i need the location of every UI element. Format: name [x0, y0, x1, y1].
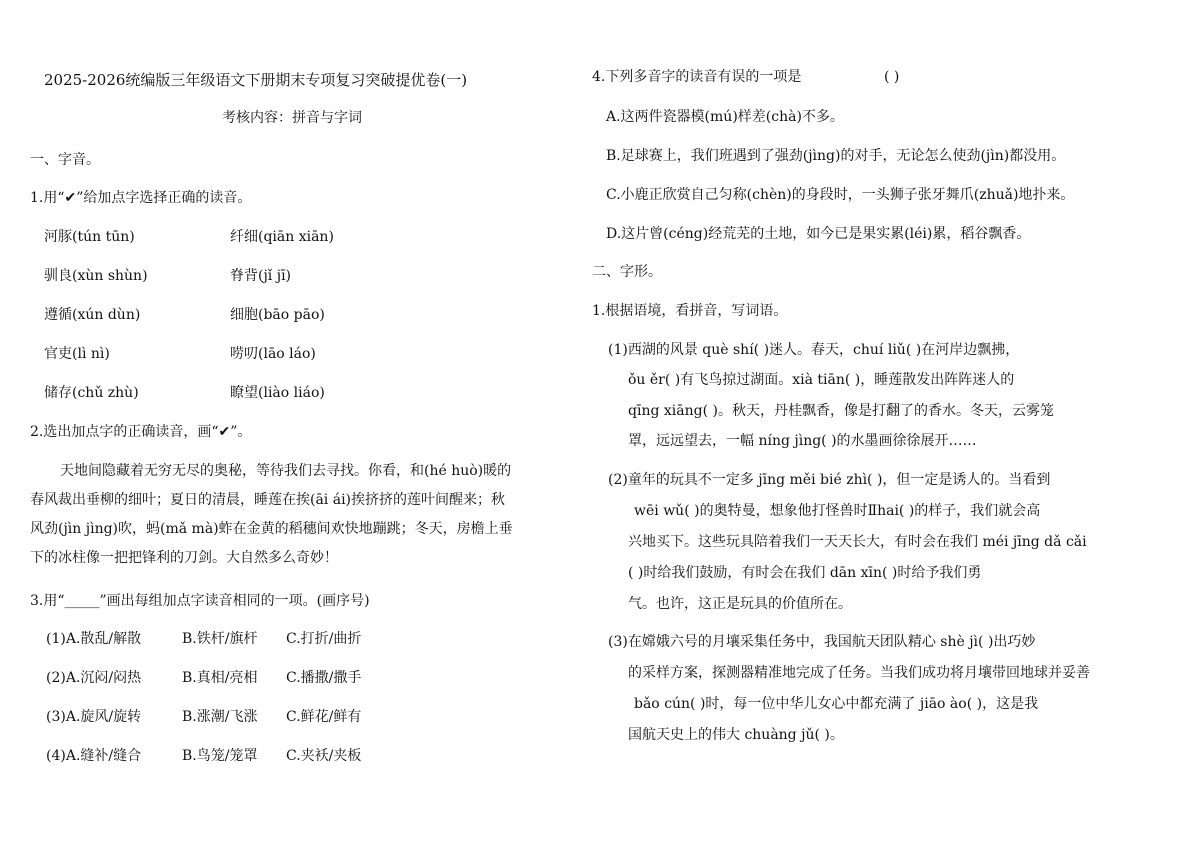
- q1-item: 纤细(qiān xiān): [230, 229, 334, 245]
- q2-line: 风劲(jìn jìng)吹，蚂(mǎ mà)蚱在金黄的稻穗间欢快地蹦跳；冬天，房檐上垂: [30, 521, 513, 537]
- q3-option: (1)A.散乱/解散: [46, 631, 142, 647]
- q3-option: B.涨潮/飞涨: [182, 709, 258, 725]
- q1-item: 瞭望(liào liáo): [230, 385, 325, 401]
- q4-option: C.小鹿正欣赏自己匀称(chèn)的身段时，一头狮子张牙舞爪(zhuǎ)地扑来。: [606, 187, 1075, 203]
- q3-option: (3)A.旋风/旋转: [46, 709, 142, 725]
- s2-q1-prompt: 1.根据语境，看拼音，写词语。: [592, 303, 788, 319]
- q3-option: (4)A.缝补/缝合: [46, 748, 142, 764]
- section2-heading: 二、字形。: [592, 264, 662, 280]
- q4-option: B.足球赛上，我们班遇到了强劲(jìng)的对手，无论怎么使劲(jìn)都没用。: [606, 148, 1066, 164]
- s2-p1-line: ǒu ěr( )有飞鸟掠过湖面。xià tiān( )，睡莲散发出阵阵迷人的: [628, 372, 1015, 388]
- q3-option: (2)A.沉闷/闷热: [46, 670, 142, 686]
- s2-p2-line: (2)童年的玩具不一定多 jīng měi bié zhì( )，但一定是诱人的。当看到: [608, 472, 1051, 488]
- q1-item: 细胞(bāo pāo): [230, 307, 325, 323]
- q1-item: 储存(chǔ zhù): [44, 385, 139, 401]
- q3-option: B.鸟笼/笼罩: [182, 748, 258, 764]
- q2-line: 春风裁出垂柳的细叶；夏日的清晨，睡莲在挨(āi ái)挨挤挤的莲叶间醒来；秋: [30, 492, 506, 508]
- q2-line: 下的冰柱像一把把锋利的刀剑。大自然多么奇妙！: [30, 550, 338, 566]
- q1-item: 脊背(jǐ jī): [230, 268, 292, 284]
- q2-line: 天地间隐藏着无穷无尽的奥秘，等待我们去寻找。你看，和(hé huò)暖的: [60, 463, 512, 479]
- q3-option: B.真相/亮相: [182, 670, 258, 686]
- q1-item: 驯良(xùn shùn): [44, 268, 148, 284]
- s2-p3-line: 的采样方案，探测器精准地完成了任务。当我们成功将月壤带回地球并妥善: [628, 665, 1090, 681]
- s2-p3-line: 国航天史上的伟大 chuàng jǔ( )。: [628, 727, 844, 743]
- q1-item: 河豚(tún tūn): [44, 229, 135, 245]
- q1-item: 遵循(xún dùn): [44, 307, 141, 323]
- q3-option: C.打折/曲折: [286, 631, 362, 647]
- page-subtitle: 考核内容：拼音与字词: [222, 110, 362, 126]
- q2-prompt: 2.选出加点字的正确读音，画“✔”。: [30, 424, 252, 440]
- q3-option: C.夹袄/夹板: [286, 748, 362, 764]
- s2-p1-line: qīng xiāng( )。秋天，丹桂飘香，像是打翻了的香水。冬天，云雾笼: [628, 403, 1054, 419]
- section1-heading: 一、字音。: [30, 152, 100, 168]
- page-title: 2025-2026统编版三年级语文下册期末专项复习突破提优卷(一): [44, 71, 468, 89]
- s2-p3-line: bǎo cún( )时，每一位中华儿女心中都充满了 jiāo ào( )，这是我: [634, 696, 1039, 712]
- s2-p2-line: ( )时给我们鼓励，有时会在我们 dān xīn( )时给予我们勇: [628, 565, 982, 581]
- q1-prompt: 1.用“✔”给加点字选择正确的读音。: [30, 190, 252, 206]
- q4-option: D.这片曾(céng)经荒芜的土地，如今已是果实累(léi)累，稻谷飘香。: [606, 226, 1031, 242]
- s2-p2-line: 兴地买下。这些玩具陪着我们一天天长大，有时会在我们 méi jīng dǎ cǎi: [628, 534, 1087, 550]
- s2-p3-line: (3)在嫦娥六号的月壤采集任务中，我国航天团队精心 shè jì( )出巧妙: [608, 634, 1036, 650]
- q4-answer-blank: ( ): [884, 69, 900, 85]
- q3-option: B.铁杆/旗杆: [182, 631, 258, 647]
- q3-option: C.播撒/撒手: [286, 670, 362, 686]
- s2-p2-line: wēi wǔ( )的奥特曼，想象他打怪兽时Ⅱhai( )的样子，我们就会高: [634, 503, 1041, 519]
- q1-item: 唠叨(lāo láo): [230, 346, 316, 362]
- s2-p2-line: 气。也许，这正是玩具的价值所在。: [628, 596, 852, 612]
- q3-option: C.鲜花/鲜有: [286, 709, 362, 725]
- s2-p1-line: 罩，远远望去，一幅 níng jìng( )的水墨画徐徐展开……: [628, 433, 977, 449]
- s2-p1-line: (1)西湖的风景 què shí( )迷人。春天，chuí liǔ( )在河岸边飘拂，: [608, 342, 1020, 358]
- q1-item: 官吏(lì nì): [44, 346, 110, 362]
- q3-prompt: 3.用“_____”画出每组加点字读音相同的一项。(画序号): [30, 593, 370, 609]
- q4-option: A.这两件瓷器模(mú)样差(chà)不多。: [606, 109, 844, 125]
- q4-prompt: 4.下列多音字的读音有误的一项是: [592, 69, 802, 85]
